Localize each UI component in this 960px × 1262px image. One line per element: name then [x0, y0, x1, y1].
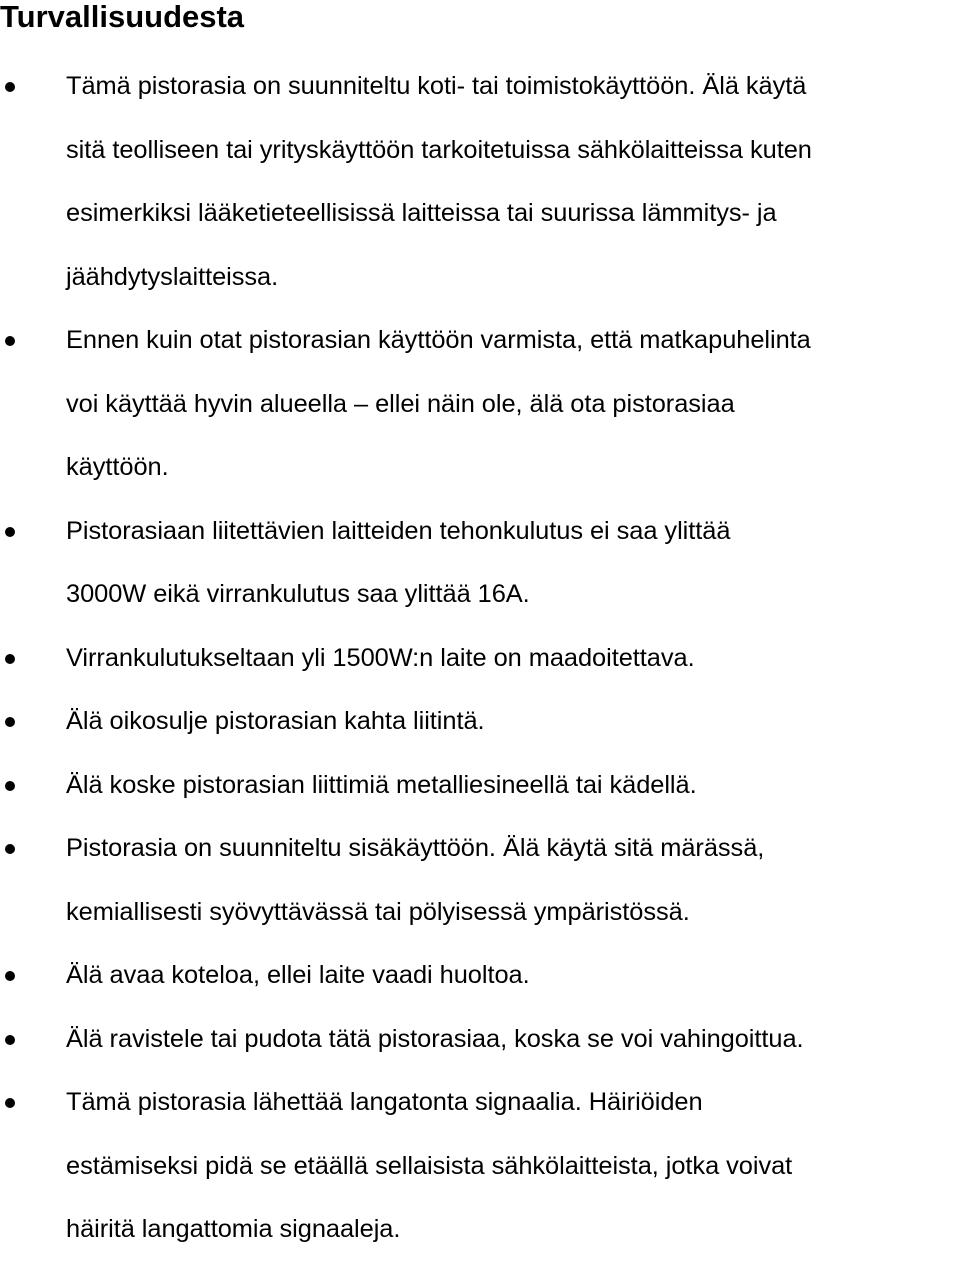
- list-item: [0, 754, 960, 818]
- list-item: [0, 500, 960, 627]
- list-item: [0, 627, 960, 691]
- bullet-icon: [5, 336, 15, 346]
- list-item-text: Pistorasia on suunniteltu sisäkäyttöön. Älä käytä sitä märässä, kemiallisesti syövyttävässä tai pölyisessä ympäristössä.: [66, 834, 765, 926]
- bullet-icon: [5, 527, 15, 537]
- bullet-icon: [5, 971, 15, 981]
- bullet-icon: [5, 82, 15, 92]
- list-item-text: Älä koske pistorasian liittimiä metalliesineellä tai kädellä.: [66, 770, 697, 799]
- bullet-icon: [5, 654, 15, 664]
- section-heading: Turvallisuudesta: [0, 0, 245, 34]
- safety-instructions-list: [0, 55, 960, 1262]
- bullet-icon: [5, 717, 15, 727]
- list-item-text: Tämä pistorasia on suunniteltu koti- tai toimistokäyttöön. Älä käytä sitä teolliseen tai yrityskäyttöön tarkoitetuissa sähkölaitteissa kuten esimerkiksi lääketieteellisissä laitteissa tai suurissa lämmitys- ja jäähdytyslaitteissa.: [66, 72, 812, 291]
- list-item-text: Älä ravistele tai pudota tätä pistorasiaa, koska se voi vahingoittua.: [66, 1024, 804, 1053]
- list-item: [0, 690, 960, 754]
- list-item: [0, 1071, 960, 1262]
- list-item-text: Tämä pistorasia lähettää langatonta signaalia. Häiriöiden estämiseksi pidä se etäällä sellaisista sähkölaitteista, jotka voivat häiritä langattomia signaaleja.: [66, 1088, 793, 1243]
- list-item-text: Älä oikosulje pistorasian kahta liitintä.: [66, 707, 485, 735]
- bullet-icon: [5, 844, 15, 854]
- list-item: [0, 309, 960, 500]
- list-item-text: Pistorasiaan liitettävien laitteiden tehonkulutus ei saa ylittää 3000W eikä virrankulutus saa ylittää 16A.: [66, 516, 731, 608]
- list-item: [0, 817, 960, 944]
- bullet-icon: [5, 781, 15, 791]
- bullet-icon: [5, 1035, 15, 1045]
- list-item: [0, 1008, 960, 1072]
- bullet-icon: [5, 1098, 15, 1108]
- list-item-text: Ennen kuin otat pistorasian käyttöön varmista, että matkapuhelinta voi käyttää hyvin alueella – ellei näin ole, älä ota pistorasiaa käyttöön.: [66, 326, 811, 481]
- list-item-text: Virrankulutukseltaan yli 1500W:n laite on maadoitettava.: [66, 643, 695, 672]
- list-item: [0, 944, 960, 1008]
- list-item-text: Älä avaa koteloa, ellei laite vaadi huoltoa.: [66, 961, 530, 989]
- list-item: [0, 55, 960, 309]
